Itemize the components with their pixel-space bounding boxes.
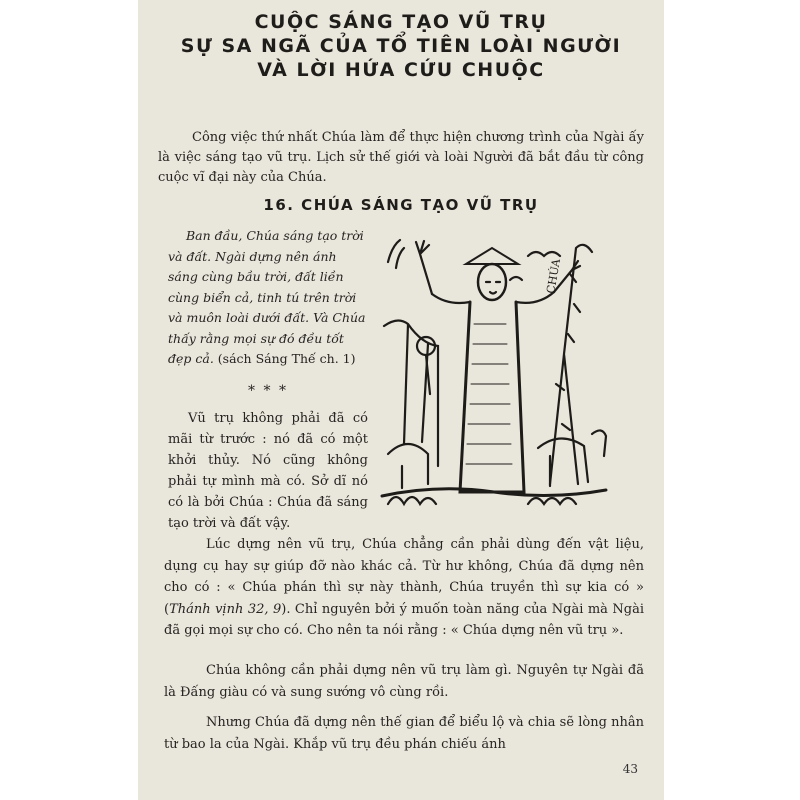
separator-asterisks: * * * [248, 382, 288, 399]
scripture-summary-text: Ban đầu, Chúa sáng tạo trời và đất. Ngài dựng nên ánh sáng cùng bầu trời, đất liền cùng biển cả, tinh tú trên trời và muôn loài dưới đất. Và Chúa thấy rằng mọi sự đó đều tốt đẹp cả. [168, 228, 366, 366]
paragraph-god-shares-goodness: Nhưng Chúa đã dựng nên thế gian để biểu lộ và chia sẽ lòng nhân từ bao la của Ngài. Khắp vũ trụ đều phán chiếu ánh [164, 715, 644, 752]
scripture-source: (sách Sáng Thế ch. 1) [217, 351, 356, 366]
paragraph-universe-origin: Vũ trụ không phải đã có mãi từ trước : nó đã có một khởi thủy. Nó cũng không phải tự mình mà có. Sở dĩ nó có là bởi Chúa : Chúa đã sáng tạo trời và đất vậy. [168, 410, 368, 531]
left-column [168, 226, 368, 534]
creation-woodcut-illustration [378, 234, 610, 514]
illustration-caption: CHÚA [544, 257, 564, 295]
page-number: 43 [622, 762, 638, 776]
paragraph-creation-part-1: Lúc dựng nên vũ trụ, Chúa chẳng cần phải dùng đến vật liệu, dụng cụ hay sự giúp đỡ nào khác cả. Từ hư không, Chúa đã dựng nên cho có : « Chúa phán thì sự này thành, Chúa truyền thì sự kia có » ( [164, 537, 644, 617]
section-heading: 16. CHÚA SÁNG TẠO VŨ TRỤ [263, 196, 539, 214]
bible-reference: Thánh vịnh 32, 9 [169, 601, 282, 617]
intro-paragraph: Công việc thứ nhất Chúa làm để thực hiện chương trình của Ngài ấy là việc sáng tạo vũ trụ. Lịch sử thế giới và loài Người đã bắt đầu từ công cuộc vĩ đại này của Chúa. [158, 130, 644, 185]
paragraph-creation-part-2: ). Chỉ nguyên bởi ý muốn toàn năng của Ngài mà Ngài đã gọi mọi sự cho có. Cho nên ta nói rằng : « Chúa dựng nên vũ trụ ». [164, 601, 644, 638]
scripture-summary [168, 226, 368, 370]
paragraph-creation-ex-nihilo [164, 534, 644, 642]
paragraph-god-needs-nothing: Chúa không cần phải dựng nên vũ trụ làm gì. Nguyên tự Ngài đã là Đấng giàu có và sung sướng vô cùng rồi. [164, 663, 644, 700]
book-page [138, 0, 664, 800]
chapter-title-line-2: SỰ SA NGÃ CỦA TỔ TIÊN LOÀI NGƯỜI [180, 35, 622, 57]
chapter-title-line-1: CUỘC SÁNG TẠO VŨ TRỤ [254, 11, 548, 33]
chapter-title [138, 10, 664, 82]
chapter-title-line-3: VÀ LỜI HỨA CỨU CHUỘC [257, 59, 545, 81]
